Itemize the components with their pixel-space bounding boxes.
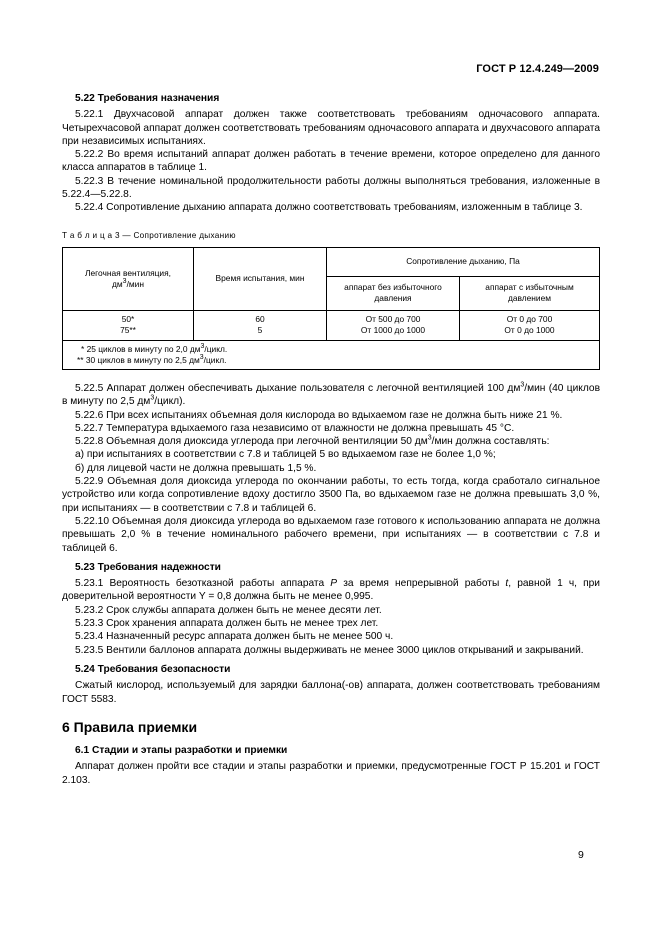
list-item-a: а) при испытаниях в соответствии с 7.8 и таблицей 5 во вдыхаемом газе не более 1,0 %; — [75, 449, 496, 461]
cell-test-time: 60 5 — [194, 310, 327, 340]
para-5-22-9: 5.22.9 Объемная доля диоксида углерода по окончании работы, то есть тогда, когда сработало сигнальное устройство или когда сопротивление вдоху достигло 3500 Па, во вдыхаемом газе не должна превышать 3,0 %, при испытаниях — в соответствии с 7.8 и таблицей 6. — [62, 476, 600, 514]
table-3 — [62, 247, 600, 370]
para-5-22-8: 5.22.8 Объемная доля диоксида углерода при легочной вентиляции 50 $дм^3$/мин должна составлять: — [75, 434, 550, 448]
para-5-22-3: 5.22.3 В течение номинальной продолжительности работы должны выполняться требования, изложенные в 5.22.4—5.22.8. — [62, 175, 600, 201]
para-5-23-4: 5.23.4 Назначенный ресурс аппарата должен быть не менее 500 ч. — [75, 631, 394, 643]
section-5-24-title: 5.24 Требования безопасности — [75, 663, 231, 675]
page-content — [62, 92, 600, 787]
cell-ventilation: 50* 75** — [63, 310, 194, 340]
footnote-2: ** 30 циклов в минуту по 2,5 $дм^3$/цикл. — [77, 354, 227, 365]
section-5-22-title: 5.22 Требования назначения — [75, 93, 220, 104]
th-ventilation — [63, 247, 194, 310]
table-footnotes — [63, 340, 600, 369]
para-5-22-4: 5.22.4 Сопротивление дыханию аппарата должно соответствовать требованиям, изложенным в таблице 3. — [75, 202, 583, 214]
th-test-time: Время испытания, мин — [194, 247, 327, 310]
section-5-23-title: 5.23 Требования надежности — [75, 561, 221, 573]
footnote-1: * 25 циклов в минуту по 2,0 $дм^3$/цикл. — [81, 343, 228, 354]
para-5-22-6: 5.22.6 При всех испытаниях объемная доля кислорода во вдыхаемом газе не должна быть ниже 21 %. — [75, 409, 563, 421]
cell-excess-pressure: От 0 до 700 От 0 до 1000 — [460, 310, 600, 340]
table-3-caption: Т а б л и ц а 3 — Сопротивление дыханию — [62, 230, 236, 240]
th-no-excess-pressure: аппарат без избыточного давления — [327, 276, 460, 310]
para-5-23-5: 5.23.5 Вентили баллонов аппарата должны выдерживать не менее 3000 циклов открываний и закрываний. — [75, 644, 584, 656]
para-5-23-2: 5.23.2 Срок службы аппарата должен быть не менее десяти лет. — [75, 604, 382, 616]
standard-code-header: ГОСТ Р 12.4.249—2009 — [476, 63, 599, 75]
para-5-22-1: 5.22.1 Двухчасовой аппарат должен также соответствовать требованиям одночасового аппарата. Четырехчасовой аппарат должен соответствовать требованиям одночасового аппарата и двухчасового аппарата при независимых испытаниях. — [62, 109, 600, 147]
para-5-23-3: 5.23.3 Срок хранения аппарата должен быть не менее трех лет. — [75, 618, 379, 630]
th-ventilation-unit: $дм^3$/мин — [112, 278, 144, 289]
table-data-row — [63, 310, 600, 340]
th-breathing-resistance: Сопротивление дыханию, Па — [327, 247, 600, 276]
section-6-title: 6 Правила приемки — [62, 718, 198, 735]
para-5-22-2: 5.22.2 Во время испытаний аппарат должен работать в течение времени, которое определено для данного класса аппаратов в таблице 1. — [62, 149, 600, 174]
para-5-22-7: 5.22.7 Температура вдыхаемого газа независимо от влажности не должна превышать 45 °С. — [75, 422, 515, 434]
para-5-22-10: 5.22.10 Объемная доля диоксида углерода во вдыхаемом газе готового к использованию аппарата не должна превышать 2,0 % в течение номинального рабочего времени, при испытаниях — в соответствии с 7.8 и таблицей 6. — [62, 515, 600, 554]
para-6-1: Аппарат должен пройти все стадии и этапы разработки и приемки, предусмотренные ГОСТ Р 15.201 и ГОСТ 2.103. — [62, 761, 600, 786]
th-excess-pressure: аппарат с избыточным давлением — [460, 276, 600, 310]
para-5-22-5: 5.22.5 Аппарат должен обеспечивать дыхание пользователя с легочной вентиляцией 100 $дм^3$/мин (40 циклов в минуту по 2,5 $дм^3/цикл$). — [62, 381, 600, 408]
page-number: 9 — [578, 849, 584, 861]
para-5-24: Сжатый кислород, используемый для зарядки баллона(-ов) аппарата, должен соответствовать требованиям ГОСТ 5583. — [62, 680, 600, 705]
th-ventilation-label: Легочная вентиляция, — [85, 267, 171, 278]
para-5-23-1: 5.23.1 Вероятность безотказной работы аппарата Р за время непрерывной работы t, равной 1 ч, при доверительной вероятности Υ = 0,8 должна быть не менее 0,995. — [62, 578, 600, 603]
cell-no-excess-pressure: От 500 до 700 От 1000 до 1000 — [327, 310, 460, 340]
list-item-b: б) для лицевой части не должна превышать 1,5 %. — [75, 462, 317, 474]
section-6-1-title: 6.1 Стадии и этапы разработки и приемки — [75, 745, 288, 757]
